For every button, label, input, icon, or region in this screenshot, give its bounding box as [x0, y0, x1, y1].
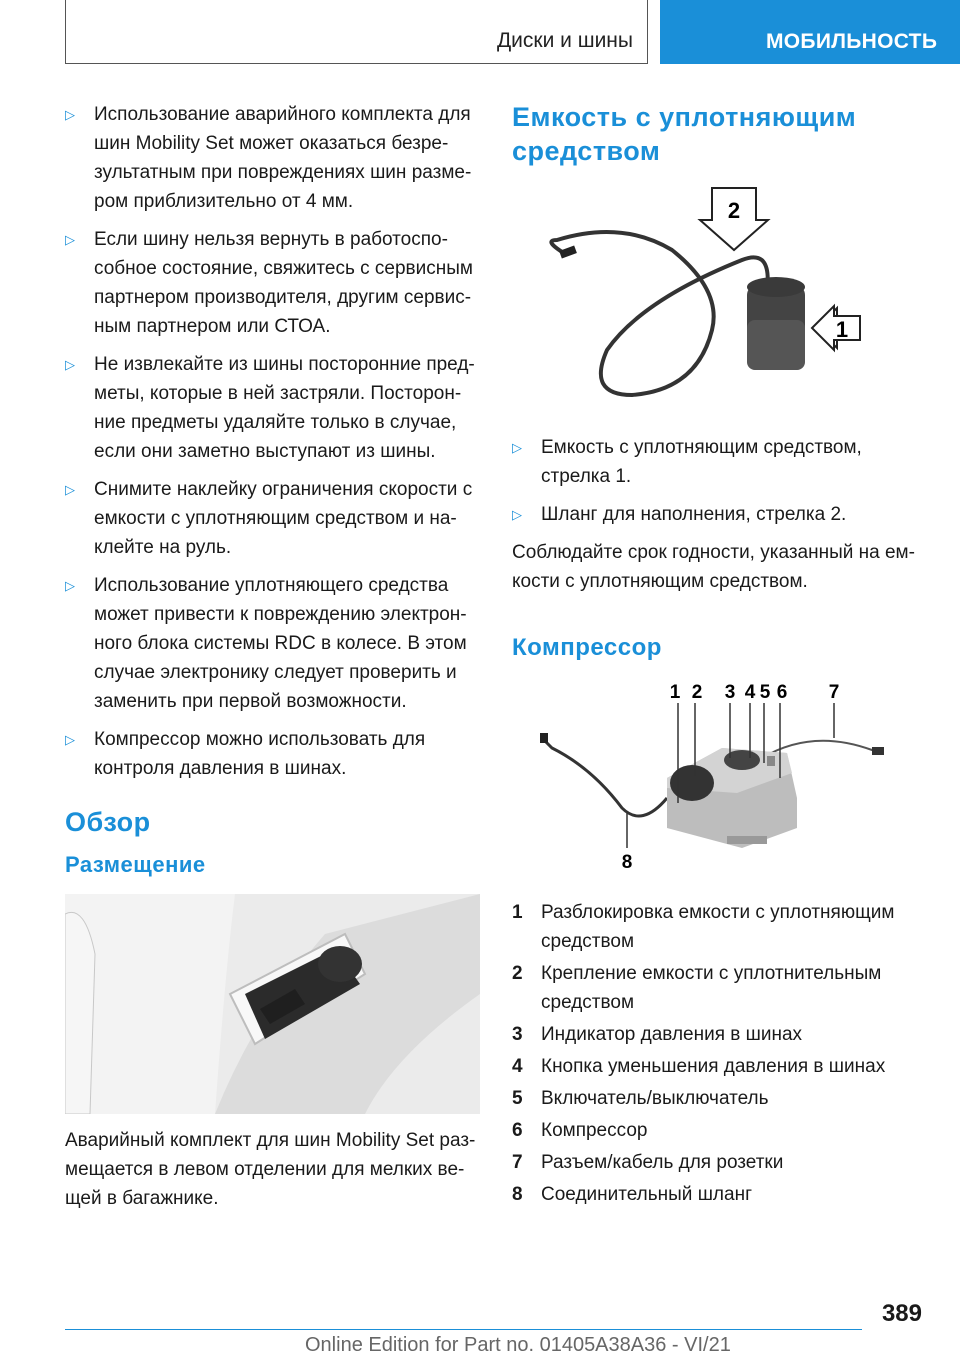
legend-item: 6 Компрессор	[512, 1120, 648, 1141]
triangle-bullet-icon: ▷	[65, 732, 75, 747]
sealant-list	[512, 433, 922, 529]
legend-item: 3 Индикатор давления в шинах	[512, 1024, 803, 1045]
footer-edition: Online Edition for Part no. 01405A38A36 - VI/21	[305, 1334, 731, 1356]
triangle-bullet-icon: ▷	[512, 440, 522, 455]
list-item: ▷ Если шину нельзя вернуть в работоспо‐ собное состояние, свяжитесь с сервисным партнером производителя, другим сервис‐ ным партнером или СТОА.	[65, 225, 485, 341]
fig-label-1: 1	[669, 682, 681, 703]
triangle-bullet-icon: ▷	[65, 578, 75, 593]
arrow-1-label: 1	[835, 317, 849, 342]
list-item: ▷ Компрессор можно использовать для контроля давления в шинах.	[65, 725, 485, 783]
header-section-title: Диски и шины	[496, 29, 633, 52]
placement-text: Аварийный комплект для шин Mobility Set раз‐ мещается в левом отделении для мелких ве‐ щей в багажнике.	[65, 1130, 476, 1209]
page-number: 389	[881, 1300, 922, 1327]
fig-label-4: 4	[744, 682, 756, 703]
legend-item: 2 Крепление емкости с уплотнительным средством	[512, 963, 882, 1013]
list-item: ▷ Емкость с уплотняющим средством, стрелка 1.	[512, 433, 922, 491]
fig-label-3: 3	[724, 682, 736, 703]
compressor-heading: Компрессор	[512, 634, 662, 661]
arrow-2-label: 2	[727, 198, 741, 223]
placement-heading: Размещение	[65, 852, 206, 877]
fig-label-5: 5	[759, 682, 771, 703]
legend-item: 1 Разблокировка емкости с уплотняющим средством	[512, 902, 895, 952]
fig-label-7: 7	[828, 682, 840, 703]
warning-list	[65, 100, 485, 783]
legend-item: 5 Включатель/выключатель	[512, 1088, 769, 1109]
list-item: ▷ Использование уплотняющего средства может привести к повреждению электрон‐ ного блока системы RDC в колесе. В этом случае электронику следует проверить и заменить при первой возможности.	[65, 571, 485, 716]
trunk-compartment-photo	[65, 894, 480, 1114]
sealant-text: Соблюдайте срок годности, указанный на ем‐ кости с уплотняющим средством.	[512, 542, 915, 592]
header-section-box	[65, 0, 648, 64]
triangle-bullet-icon: ▷	[65, 482, 75, 497]
list-item: ▷ Снимите наклейку ограничения скорости с емкости с уплотняющим средством и на‐ клейте на руль.	[65, 475, 485, 562]
sealant-figure	[512, 180, 922, 415]
header-chapter-tab[interactable]: МОБИЛЬНОСТЬ	[660, 0, 960, 64]
footer-divider	[65, 1329, 862, 1330]
triangle-bullet-icon: ▷	[65, 357, 75, 372]
left-column	[65, 100, 485, 1213]
list-item: ▷ Использование аварийного комплекта для шин Mobility Set может оказаться безре‐ зультатным при повреждениях шин разме‐ ром приблизительно от 4 мм.	[65, 100, 485, 216]
fig-label-6: 6	[776, 682, 788, 703]
triangle-bullet-icon: ▷	[65, 232, 75, 247]
overview-heading: Обзор	[65, 807, 151, 837]
triangle-bullet-icon: ▷	[512, 507, 522, 522]
fig-label-8: 8	[621, 852, 633, 873]
compressor-legend	[512, 898, 922, 1209]
list-item: ▷ Не извлекайте из шины посторонние пред‐ меты, которые в ней застряли. Посторон‐ ние предметы удаляйте только в случае, если они заметно выступают из шины.	[65, 350, 485, 466]
triangle-bullet-icon: ▷	[65, 107, 75, 122]
legend-item: 7 Разъем/кабель для розетки	[512, 1152, 784, 1173]
fig-label-2: 2	[691, 682, 703, 703]
right-column	[512, 100, 922, 1212]
legend-item: 4 Кнопка уменьшения давления в шинах	[512, 1056, 886, 1077]
legend-item: 8 Соединительный шланг	[512, 1184, 753, 1205]
list-item: ▷ Шланг для наполнения, стрелка 2.	[512, 500, 922, 529]
compressor-figure	[512, 678, 922, 878]
sealant-heading: Емкость с уплотняющим средством	[512, 102, 857, 166]
